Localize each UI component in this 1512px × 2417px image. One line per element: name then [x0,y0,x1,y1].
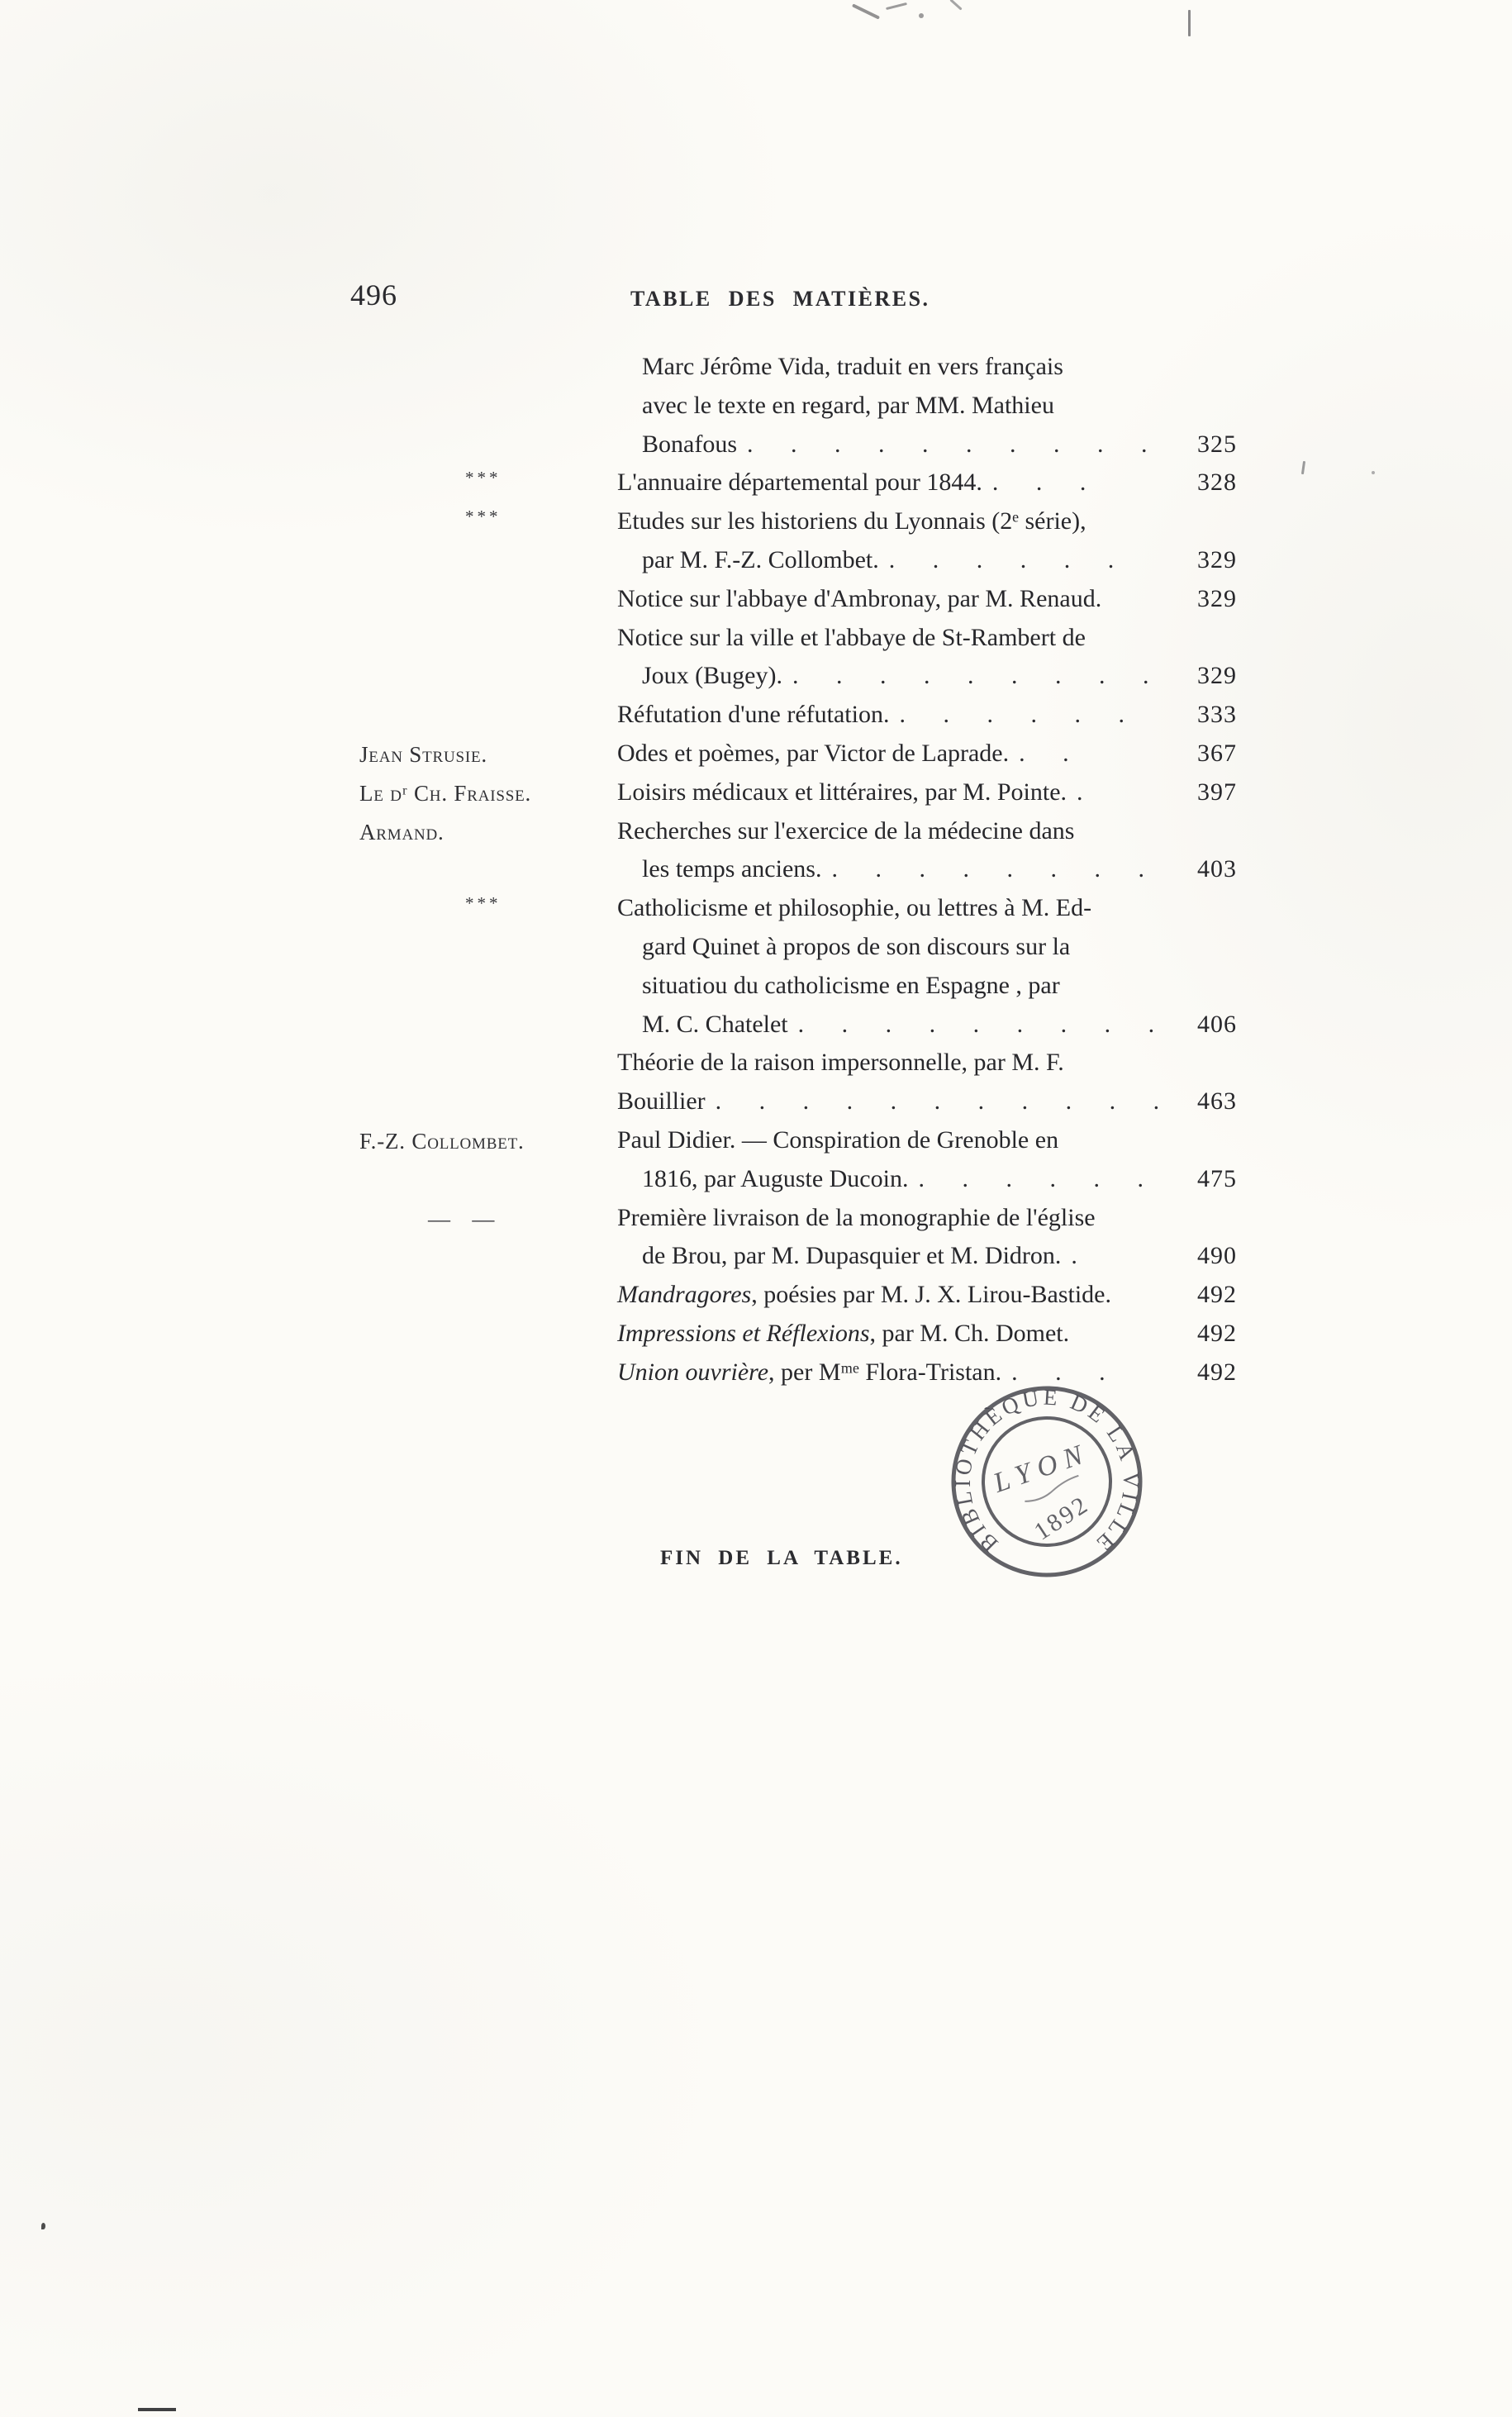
toc-author: *** [465,893,502,914]
toc-entry-text [617,1199,1096,1238]
toc-entry-text [642,1006,1154,1044]
toc-leader-dots: . . . . . . [899,701,1124,729]
toc-lines [359,348,1237,1392]
toc-entry-text [617,696,1124,735]
toc-title-text: Notice sur la ville et l'abbaye de St-Rambert de [617,623,1086,651]
toc-author: Le dʳ Ch. Fraisse. [359,780,532,806]
scan-artifact-speck [1372,471,1375,474]
toc-title-text: Odes et poèmes, par Victor de Laprade. [617,739,1010,767]
toc-entry-text [617,1044,1064,1082]
toc-title-text: Bouillier [617,1087,706,1116]
toc-line [359,619,1237,658]
toc-leader-dots: . . . . . . [888,545,1115,573]
toc-entry-text [642,348,1063,387]
toc-title-text: , poésies par M. J. X. Lirou-Bastide. [751,1281,1111,1309]
toc-title-text: Joux (Bugey). [642,662,782,690]
scan-artifact-tick [1188,10,1191,36]
toc-line [359,1160,1237,1199]
toc-author: Jean Strusie. [359,741,487,767]
toc-line [359,1082,1237,1121]
toc-title-text: Recherches sur l'exercice de la médecine dans [617,816,1075,845]
toc-entry-text [617,464,1086,502]
toc-entry-text [617,1082,1159,1121]
toc-entry-text [617,773,1083,812]
toc-title-text: de Brou, par M. Dupasquier et M. Didron. [642,1242,1062,1270]
toc-page-ref: 463 [1197,1087,1237,1116]
toc-page-ref: 490 [1197,1242,1237,1270]
toc-line [359,541,1237,580]
toc-title-text: avec le texte en regard, par MM. Mathieu [642,391,1054,419]
toc-title-italic: Mandragores [617,1281,752,1309]
toc-line [359,928,1237,967]
toc-title-text: Marc Jérôme Vida, traduit en vers français [642,353,1063,380]
toc-title-text: gard Quinet à propos de son discours sur la [642,932,1071,960]
toc-entry-text [617,619,1086,658]
scan-artifact-smudge [886,2,907,10]
toc-page-ref: 492 [1197,1281,1237,1309]
toc-leader-dots: . [1071,1242,1077,1270]
toc-title-italic: Impressions et Réflexions [617,1319,870,1347]
table-end-caption: FIN DE LA TABLE. [660,1547,903,1569]
toc-leader-dots: . . . . . . . . . [797,1010,1155,1038]
toc-leader-dots: . . . [1011,1358,1105,1386]
toc-title-text: Réfutation d'une réfutation. [617,701,890,729]
toc-title-text: , per Mᵐᵉ Flora-Tristan. [768,1358,1002,1386]
toc-title-text: situatiou du catholicisme en Espagne , par [642,971,1060,999]
toc-entry-text [617,1315,1069,1354]
toc-line [359,773,1237,812]
toc-entry-text [617,502,1086,541]
toc-leader-dots: . . . . . . . . . [792,662,1149,690]
toc-entry-text [617,1276,1111,1315]
toc-page-ref: 329 [1197,545,1237,573]
toc-entry-text [617,1121,1058,1160]
toc-title-text: par M. F.-Z. Collombet. [642,545,879,573]
page-number: 496 [350,278,397,312]
toc-page-ref: 492 [1197,1319,1237,1347]
toc-line [359,1044,1237,1082]
toc-entry-text [617,889,1091,928]
toc-page-ref: 367 [1197,739,1237,767]
scan-artifact-line [138,2408,176,2411]
stamp-year-text: 1892 [1029,1490,1095,1546]
scan-artifact-smudge [852,3,880,19]
toc-line [359,967,1237,1006]
toc-title-text: M. C. Chatelet [642,1010,788,1038]
toc-line [359,735,1237,773]
scan-artifact-mark [41,2223,45,2229]
toc-title-text: L'annuaire départemental pour 1844. [617,469,982,497]
toc-line [359,1276,1237,1315]
svg-text:BIBLIOTHÈQUE DE LA VILLE: BIBLIOTHÈQUE DE LA VILLE [949,1384,1144,1558]
toc-entry-text [642,967,1060,1006]
toc-line [359,1199,1237,1238]
toc-line [359,1006,1237,1044]
toc-page-ref: 406 [1197,1010,1237,1038]
toc-line [359,812,1237,851]
toc-entry-text [617,580,1101,619]
toc-page-ref: 328 [1197,469,1237,497]
toc-page-ref: 397 [1197,778,1237,806]
toc-entry-text [642,1160,1144,1199]
toc-author: *** [465,468,502,488]
toc-leader-dots: . [1077,778,1083,806]
toc-title-text: Catholicisme et philosophie, ou lettres à M. Ed- [617,894,1092,922]
toc-leader-dots: . . . [991,469,1086,497]
toc-title-text: , par M. Ch. Domet. [869,1319,1070,1347]
toc-line [359,502,1237,541]
toc-page-ref: 329 [1197,584,1237,612]
toc-line [359,696,1237,735]
toc-leader-dots: . . . . . . . . . . [747,430,1148,458]
toc-author: Armand. [359,819,445,845]
toc-line [359,348,1237,387]
toc-page-ref: 403 [1197,855,1237,883]
toc-title-text: Première livraison de la monographie de l'église [617,1203,1096,1231]
toc-line [359,1237,1237,1276]
toc-page-ref: 333 [1197,701,1237,729]
toc-line [359,464,1237,502]
toc-page-ref: 325 [1197,430,1237,458]
scan-artifact-speck [919,13,924,18]
toc-title-text: Loisirs médicaux et littéraires, par M. Pointe. [617,778,1067,806]
toc-line [359,1121,1237,1160]
toc-title-text: Paul Didier. — Conspiration de Grenoble en [617,1125,1059,1154]
toc-entry-text [617,812,1074,851]
scan-artifact-smudge [949,0,962,11]
toc-entry-text [642,1237,1077,1276]
toc-leader-dots: . . [1019,739,1069,767]
toc-title-text: Théorie de la raison impersonnelle, par M. F. [617,1049,1064,1077]
toc-title-text: les temps anciens. [642,855,822,883]
toc-title-text: Notice sur l'abbaye d'Ambronay, par M. Renaud. [617,584,1102,612]
toc-entry-text [617,735,1069,773]
toc-title-italic: Union ouvrière [617,1358,769,1386]
toc-entry-text [642,850,1144,889]
toc-title-text: 1816, par Auguste Ducoin. [642,1164,909,1192]
toc-line [359,889,1237,928]
toc-line [359,657,1237,696]
toc-leader-dots: . . . . . . . . [831,855,1144,883]
toc-leader-dots: . . . . . . . . . . . [715,1087,1160,1116]
toc-entry-text [642,657,1148,696]
toc-entry-text [642,387,1054,426]
toc-author: *** [465,507,502,527]
toc-entry-text [642,426,1148,464]
scan-artifact-mark [1301,461,1305,474]
toc-entry-text [642,928,1070,967]
toc-line [359,387,1237,426]
toc-title-text: Etudes sur les historiens du Lyonnais (2ᵉ série), [617,507,1086,535]
toc-page-ref: 475 [1197,1164,1237,1192]
toc-line [359,1315,1237,1354]
page-title: TABLE DES MATIÈRES. [630,287,930,311]
toc-line [359,850,1237,889]
toc-title-text: Bonafous [642,430,737,458]
toc-page-ref: 492 [1197,1358,1237,1386]
toc-author: — — [428,1206,496,1231]
stamp-city-text: LYON [989,1437,1094,1499]
toc-leader-dots: . . . . . . [918,1164,1144,1192]
toc-page-ref: 329 [1197,662,1237,690]
toc-line [359,580,1237,619]
toc-line [359,426,1237,464]
toc-entry-text [642,541,1114,580]
toc-author: F.-Z. Collombet. [359,1128,525,1154]
